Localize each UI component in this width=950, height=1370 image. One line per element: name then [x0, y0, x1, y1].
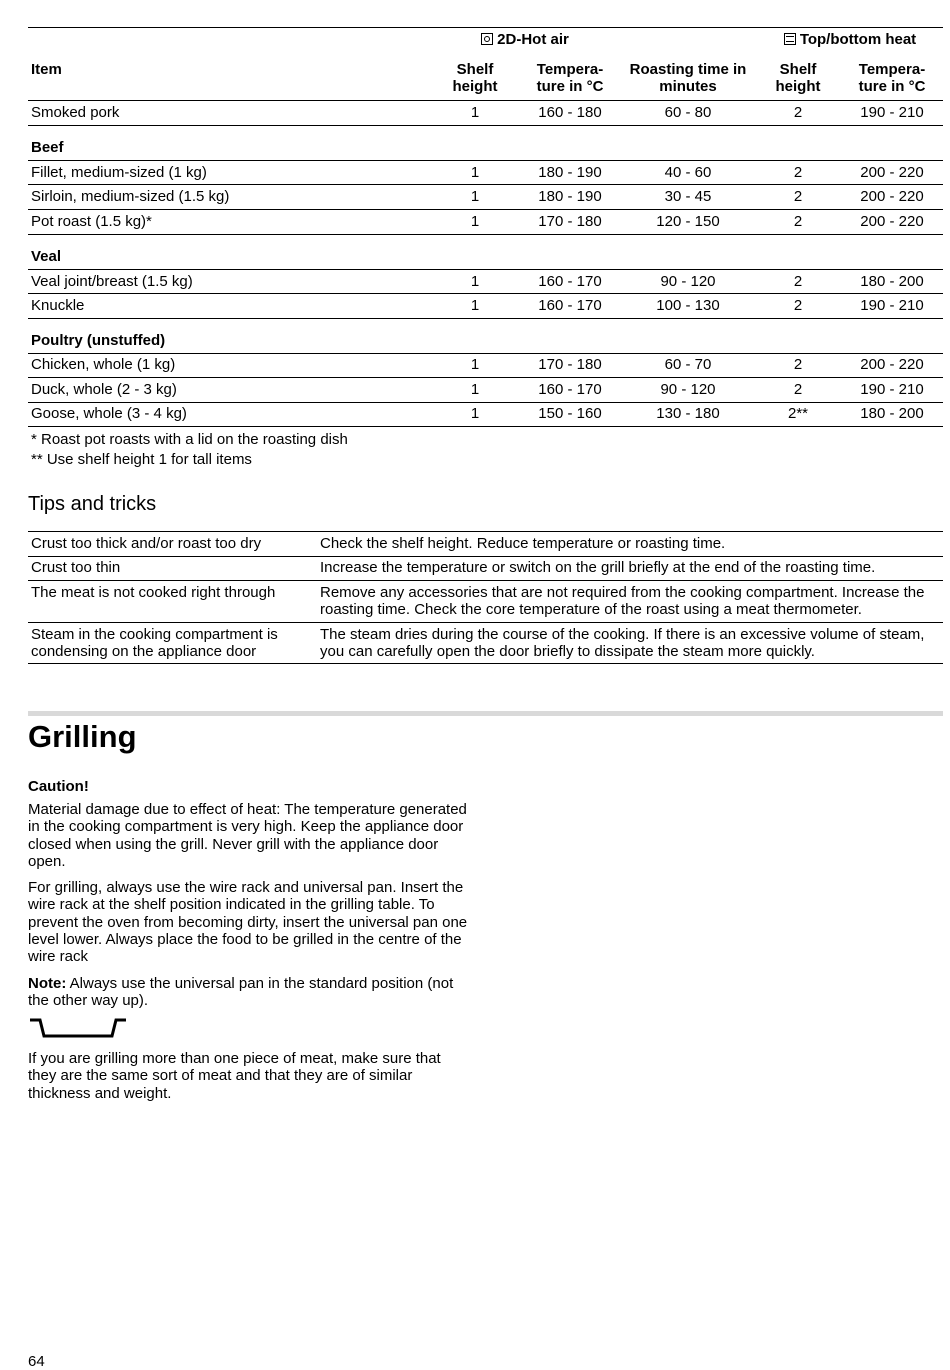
row-shelf: 1 [470, 213, 480, 230]
row-tb-shelf: 2** [787, 405, 809, 422]
row-tb-shelf: 2 [793, 273, 803, 290]
row-shelf: 1 [470, 104, 480, 121]
tips-heading: Tips and tricks [28, 493, 157, 515]
row-temp: 180 - 190 [538, 164, 602, 181]
header-line: ture in °C [536, 78, 604, 95]
row-tb-temp: 190 - 210 [860, 104, 924, 121]
row-shelf: 1 [470, 381, 480, 398]
row-tb-shelf: 2 [793, 188, 803, 205]
row-temp: 180 - 190 [538, 188, 602, 205]
top-bottom-label: Top/bottom heat [799, 31, 917, 48]
header-line: height [775, 78, 821, 95]
row-tb-temp: 180 - 200 [860, 273, 924, 290]
grilling-multiple-pieces: If you are grilling more than one piece of meat, make sure that they are the same sort of meat and that they are of similar thickness and weight. [28, 1050, 441, 1102]
column-header-temperature [520, 61, 620, 95]
row-shelf: 1 [470, 356, 480, 373]
header-line: Roasting time in [629, 61, 747, 78]
top-bottom-heat-icon [784, 33, 796, 45]
row-time: 90 - 120 [660, 381, 716, 398]
row-tb-shelf: 2 [793, 381, 803, 398]
row-shelf: 1 [470, 273, 480, 290]
row-tb-shelf: 2 [793, 104, 803, 121]
row-time: 60 - 80 [664, 104, 712, 121]
tip-problem: Steam in the cooking compartment is condensing on the appliance door [31, 626, 278, 660]
header-line: Shelf [779, 61, 817, 78]
tip-solution: Check the shelf height. Reduce temperature or roasting time. [320, 535, 726, 552]
hot-air-label: 2D-Hot air [497, 31, 569, 48]
column-header-roasting-time [618, 61, 758, 95]
footnote: ** Use shelf height 1 for tall items [31, 451, 252, 468]
row-temp: 160 - 170 [538, 297, 602, 314]
row-shelf: 1 [470, 405, 480, 422]
row-temp: 160 - 180 [538, 104, 602, 121]
tip-problem: Crust too thick and/or roast too dry [31, 535, 262, 552]
tip-problem: Crust too thin [31, 559, 121, 576]
tip-solution: Increase the temperature or switch on the grill briefly at the end of the roasting time. [320, 559, 876, 576]
row-temp: 160 - 170 [538, 273, 602, 290]
row-item: Sirloin, medium-sized (1.5 kg) [31, 188, 230, 205]
row-item: Goose, whole (3 - 4 kg) [31, 405, 187, 422]
fan-icon [481, 33, 493, 45]
note-label: Note: [28, 975, 67, 992]
row-item: Chicken, whole (1 kg) [31, 356, 176, 373]
hot-air-group-header [450, 31, 600, 48]
header-line: Tempera- [536, 61, 604, 78]
row-tb-shelf: 2 [793, 356, 803, 373]
universal-pan-icon [28, 1018, 130, 1040]
section-divider [28, 711, 943, 716]
header-line: Shelf [456, 61, 494, 78]
row-time: 100 - 130 [656, 297, 720, 314]
row-tb-temp: 200 - 220 [860, 188, 924, 205]
row-temp: 150 - 160 [538, 405, 602, 422]
row-tb-temp: 180 - 200 [860, 405, 924, 422]
row-item: Knuckle [31, 297, 85, 314]
row-time: 90 - 120 [660, 273, 716, 290]
row-shelf: 1 [470, 188, 480, 205]
section-heading-poultry: Poultry (unstuffed) [31, 332, 166, 349]
row-time: 60 - 70 [664, 356, 712, 373]
column-header-shelf-height [440, 61, 510, 95]
row-shelf: 1 [470, 164, 480, 181]
row-item: Fillet, medium-sized (1 kg) [31, 164, 207, 181]
column-header-tb-temperature [842, 61, 942, 95]
row-tb-temp: 190 - 210 [860, 381, 924, 398]
row-temp: 160 - 170 [538, 381, 602, 398]
row-tb-shelf: 2 [793, 297, 803, 314]
row-tb-shelf: 2 [793, 164, 803, 181]
row-tb-temp: 200 - 220 [860, 164, 924, 181]
row-item: Duck, whole (2 - 3 kg) [31, 381, 177, 398]
note [28, 975, 473, 1010]
row-temp: 170 - 180 [538, 213, 602, 230]
tip-problem: The meat is not cooked right through [31, 584, 276, 601]
caution-text: Material damage due to effect of heat: The temperature generated in the cooking compartment is very high. Keep the appliance door closed when using the grill. Never grill with the appliance door open. [28, 801, 467, 870]
row-temp: 170 - 180 [538, 356, 602, 373]
column-header-tb-shelf-height [763, 61, 833, 95]
row-tb-temp: 200 - 220 [860, 356, 924, 373]
header-line: ture in °C [858, 78, 926, 95]
row-time: 130 - 180 [656, 405, 720, 422]
header-line: height [452, 78, 498, 95]
footnote: * Roast pot roasts with a lid on the roasting dish [31, 431, 348, 448]
row-tb-temp: 200 - 220 [860, 213, 924, 230]
note-text: Always use the universal pan in the standard position (not the other way up). [28, 975, 454, 1010]
row-item: Smoked pork [31, 104, 120, 121]
row-time: 120 - 150 [656, 213, 720, 230]
section-heading-veal: Veal [31, 248, 62, 265]
tip-solution: The steam dries during the course of the cooking. If there is an excessive volume of steam, you can carefully open the door briefly to dissipate the steam more quickly. [320, 626, 925, 660]
row-item: Veal joint/breast (1.5 kg) [31, 273, 193, 290]
top-bottom-group-header [770, 31, 930, 48]
row-time: 30 - 45 [664, 188, 712, 205]
header-line: minutes [659, 78, 717, 95]
caution-label: Caution! [28, 778, 89, 795]
row-time: 40 - 60 [664, 164, 712, 181]
grilling-instructions: For grilling, always use the wire rack and universal pan. Insert the wire rack at the shelf position indicated in the grilling table. To prevent the oven from becoming dirty, insert the universal pan one level lower. Always place the food to be grilled in the centre of the wire rack [28, 879, 468, 966]
section-heading-beef: Beef [31, 139, 64, 156]
column-header-item: Item [31, 61, 62, 78]
page-title: Grilling [28, 719, 137, 754]
row-tb-shelf: 2 [793, 213, 803, 230]
page-number: 64 [28, 1353, 45, 1370]
row-shelf: 1 [470, 297, 480, 314]
header-line: Tempera- [858, 61, 926, 78]
tip-solution: Remove any accessories that are not required from the cooking compartment. Increase the roasting time. Check the core temperature of the roast using a meat thermometer. [320, 584, 925, 618]
row-item: Pot roast (1.5 kg)* [31, 213, 152, 230]
row-tb-temp: 190 - 210 [860, 297, 924, 314]
